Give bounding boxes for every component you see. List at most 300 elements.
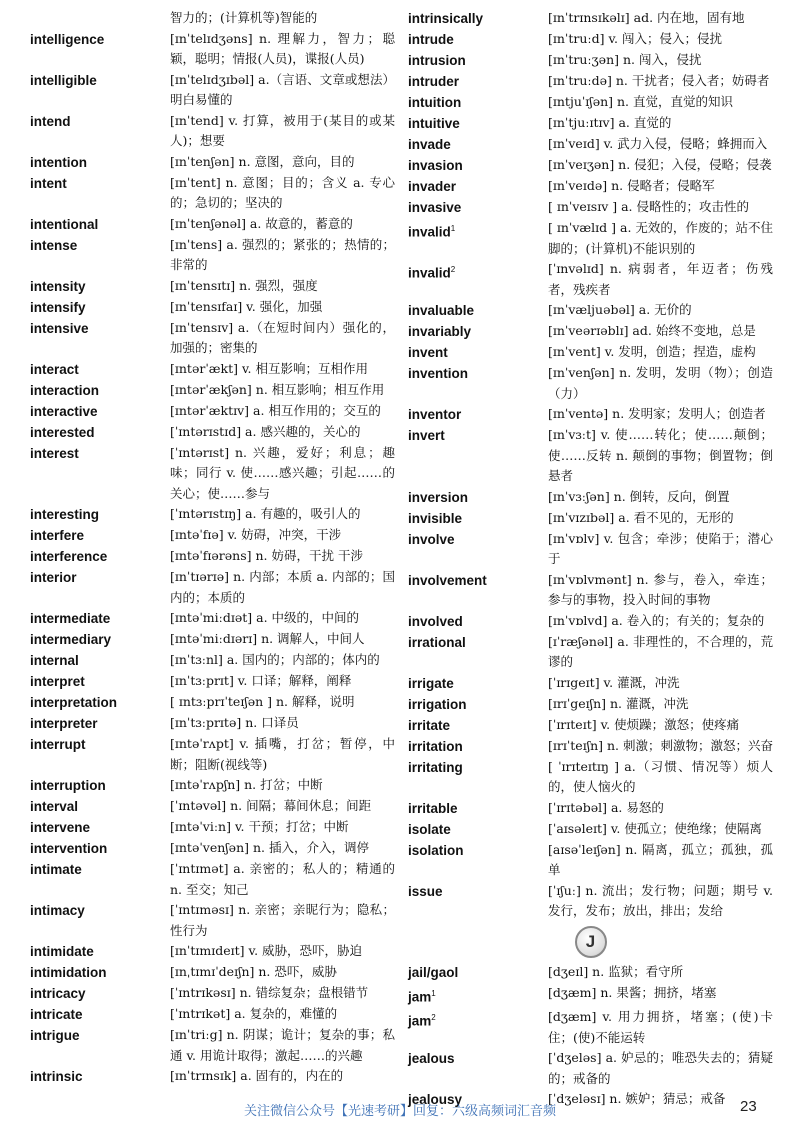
headword: [408, 736, 548, 757]
dictionary-entry: [30, 775, 395, 796]
headword-text: invaluable: [408, 303, 475, 318]
headword-text: invent: [408, 345, 448, 360]
dictionary-entry: [408, 342, 773, 363]
dictionary-entry: [408, 300, 773, 321]
headword: [30, 1004, 170, 1025]
headword: [408, 1048, 548, 1069]
dictionary-entry: [408, 757, 773, 798]
definition: [ɪntəˈvenʃən] n. 插入，介入，调停: [170, 840, 369, 855]
definition: [ɪnˈvæljuəbəl] a. 无价的: [548, 302, 692, 317]
headword-text: intensive: [30, 320, 89, 336]
dictionary-entry: [30, 838, 395, 859]
dictionary-entry: [30, 546, 395, 567]
headword: [30, 235, 170, 256]
headword: [408, 50, 548, 71]
headword: [30, 859, 170, 880]
definition: [ɪnˈtensɪtɪ] n. 强烈，强度: [170, 277, 318, 293]
dictionary-entry: [408, 176, 773, 197]
headword: [30, 29, 170, 50]
dictionary-entry: [30, 525, 395, 546]
dictionary-entry: [408, 134, 773, 155]
headword: [408, 715, 548, 736]
dictionary-entry: [30, 422, 395, 443]
dictionary-entry: [408, 8, 773, 29]
dictionary-entry: [408, 487, 773, 508]
dictionary-entry: [30, 962, 395, 983]
headword-text: issue: [408, 883, 443, 899]
definition: [ɪnˈtruːdə] n. 干扰者；侵入者；妨碍者: [548, 73, 770, 88]
definition: [ɪrɪˈgeɪʃn] n. 灌溉，冲洗: [548, 695, 689, 711]
dictionary-entry: [408, 50, 773, 71]
headword-text: interested: [30, 424, 95, 440]
headword: [408, 29, 548, 50]
headword-text: interference: [30, 549, 108, 564]
dictionary-entry: [408, 218, 773, 259]
headword: [408, 694, 548, 715]
definition: [ɪntərˈækt] v. 相互影响；互相作用: [170, 360, 368, 376]
dictionary-entry: [408, 962, 773, 983]
definition: [ɪnˈtrɪnsɪk] a. 固有的，内在的: [170, 1068, 344, 1083]
headword-text: interrupt: [30, 737, 86, 752]
headword: [408, 363, 548, 384]
headword-text: jam: [408, 1013, 432, 1029]
definition: [ˈdʒeləs] a. 妒忌的；唯恐失去的；猜疑的；戒备的: [548, 1050, 773, 1086]
section-letter: J: [575, 926, 607, 958]
headword-text: invader: [408, 179, 457, 194]
definition: [ɪnˈvɒlv] v. 包含；牵涉；使陷于；潜心于: [548, 530, 773, 566]
headword-text: interesting: [30, 507, 100, 522]
footer-promo-text: 关注微信公众号【光速考研】回复：六级高频词汇音频: [243, 1104, 556, 1119]
section-j-badge: [408, 926, 773, 958]
headword-text: interest: [30, 445, 79, 461]
definition: [ ɪntɜːprɪˈteɪʃən ] n. 解释，说明: [170, 694, 355, 709]
headword: [408, 840, 548, 861]
headword-text: irrigation: [408, 696, 467, 712]
headword-text: intrinsically: [408, 11, 484, 26]
definition: [ ɪnˈvælɪd ] a. 无效的，作废的；站不住脚的；(计算机)不能识别的: [548, 220, 773, 256]
definition: [ɪˈræʃənəl] a. 非理性的，不合理的，荒谬的: [548, 633, 773, 669]
headword: [408, 259, 548, 284]
headword-text: interpretation: [30, 695, 118, 710]
headword-text: intelligence: [30, 31, 105, 47]
dictionary-entry: [408, 715, 773, 736]
dictionary-entry: [30, 900, 395, 941]
dictionary-entry: [408, 632, 773, 673]
dictionary-entry: [408, 113, 773, 134]
dictionary-entry: [408, 983, 773, 1008]
headword-text: invasive: [408, 200, 462, 215]
dictionary-entry: [30, 1025, 395, 1066]
headword: [30, 1066, 170, 1087]
headword-text: interaction: [30, 382, 100, 398]
headword-text: interactive: [30, 403, 98, 419]
headword-text: intimidate: [30, 944, 94, 959]
dictionary-entry: [30, 70, 395, 111]
definition: [ɪnˌtɪmɪˈdeɪʃn] n. 恐吓，威胁: [170, 964, 337, 979]
dictionary-entry: [30, 1066, 395, 1087]
dictionary-entry: [30, 983, 395, 1004]
headword: [408, 673, 548, 694]
headword: [408, 8, 548, 29]
dictionary-entry: [30, 359, 395, 380]
dictionary-entry: [30, 734, 395, 775]
headword-text: intimidation: [30, 965, 107, 980]
headword: [30, 900, 170, 921]
headword: [408, 798, 548, 819]
headword: [30, 838, 170, 859]
headword: [30, 401, 170, 422]
dictionary-entry: [30, 567, 395, 608]
headword: [30, 546, 170, 567]
dictionary-entry: [30, 1004, 395, 1025]
definition: [ɪnˈtelɪdʒɪbəl] a.（言语、文章或想法）明白易懂的: [170, 71, 395, 107]
definition: [ɪntəˈrʌpt] v. 插嘴，打岔；暂停，中断；阻断(视线等): [170, 736, 395, 772]
headword-text: intricacy: [30, 986, 86, 1001]
dictionary-entry: [30, 173, 395, 214]
dictionary-entry: [408, 363, 773, 404]
headword-text: invade: [408, 137, 451, 152]
headword: [30, 650, 170, 671]
headword-text: interval: [30, 799, 79, 814]
headword-text: inversion: [408, 489, 469, 505]
definition: [dʒeɪl] n. 监狱；看守所: [548, 963, 684, 979]
dictionary-entry: [30, 796, 395, 817]
dictionary-entry: [30, 608, 395, 629]
dictionary-entry: [408, 29, 773, 50]
headword: [408, 342, 548, 363]
headword: [408, 300, 548, 321]
headword: [30, 796, 170, 817]
dictionary-entry: [30, 650, 395, 671]
definition: [ɪnˈtenʃən] n. 意图，意向，目的: [170, 153, 355, 169]
definition: [ɪnˈtelɪdʒəns] n. 理解力，智力；聪颖，聪明；情报(人员)，谍报(人员): [170, 30, 395, 66]
definition: [ ɪnˈveɪsɪv ] a. 侵略性的；攻击性的: [548, 199, 749, 214]
headword: [30, 734, 170, 755]
definition: [ˈɪntrɪkət] a. 复杂的，难懂的: [170, 1006, 338, 1021]
definition: [ɪntjuˈɪʃən] n. 直觉，直觉的知识: [548, 94, 733, 109]
headword: [30, 318, 170, 339]
dictionary-entry: [408, 611, 773, 632]
headword: [408, 819, 548, 840]
dictionary-entry: [30, 713, 395, 734]
headword-text: involvement: [408, 572, 487, 588]
left-column: [30, 8, 395, 1087]
headword-text: intermediary: [30, 632, 112, 647]
dictionary-entry: [30, 401, 395, 422]
headword-text: intervene: [30, 820, 91, 835]
homograph-number: 1: [431, 988, 436, 998]
definition: [ɪnˈvenʃən] n. 发明，发明（物）；创造（力）: [548, 365, 773, 401]
headword-text: intentional: [30, 216, 99, 232]
headword-text: isolate: [408, 821, 451, 837]
homograph-number: 2: [450, 265, 456, 274]
headword-text: irrational: [408, 634, 466, 650]
definition: [ˈɪnvəlɪd] n. 病弱者，年迈者；伤残者，残疾者: [548, 261, 773, 297]
dictionary-entry: [408, 404, 773, 425]
headword-text: invention: [408, 366, 468, 381]
headword-text: invariably: [408, 324, 472, 339]
headword-text: inventor: [408, 407, 462, 422]
headword-text: irritation: [408, 738, 463, 754]
headword-text: intimate: [30, 862, 82, 877]
definition: [ɪntəˈmiːdɪərɪ] n. 调解人，中间人: [170, 631, 365, 646]
definition: [ɪnˈveɪdə] n. 侵略者；侵略军: [548, 178, 715, 193]
headword-text: intensify: [30, 299, 86, 315]
definition: [ˈɪntəvəl] n. 间隔；幕间休息；间距: [170, 798, 372, 813]
definition: [ˈɪntərɪstɪŋ] a. 有趣的，吸引人的: [170, 506, 361, 521]
definition: [ɪnˈveɪʒən] n. 侵犯；入侵，侵略；侵袭: [548, 157, 772, 172]
dictionary-entry: [408, 819, 773, 840]
headword-text: intuition: [408, 95, 462, 110]
dictionary-entry: [30, 214, 395, 235]
headword-text: irritating: [408, 759, 463, 775]
headword: [30, 276, 170, 297]
headword-text: irritable: [408, 800, 458, 816]
definition: [ɪrɪˈteɪʃn] n. 刺激；刺激物；激怒；兴奋: [548, 737, 773, 753]
definition: [ɪnˈveɪd] v. 武力入侵，侵略；蜂拥而入: [548, 136, 768, 151]
headword: [30, 692, 170, 713]
dictionary-entry: [408, 197, 773, 218]
dictionary-entry: [408, 321, 773, 342]
definition: [ɪnˈtriːg] n. 阴谋；诡计；复杂的事；私通 v. 用诡计取得；激起……的兴趣: [170, 1027, 395, 1063]
dictionary-entry: [408, 881, 773, 922]
headword: [30, 214, 170, 235]
left-entry-list: [30, 29, 395, 1088]
headword: [408, 881, 548, 902]
dictionary-entry: [30, 235, 395, 276]
definition: [ɪnˈvent] v. 发明，创造；捏造，虚构: [548, 344, 756, 359]
dictionary-entry: [30, 671, 395, 692]
definition: [ɪnˈtend] v. 打算，被用于(某目的或某人)；想要: [170, 112, 395, 148]
definition: [aɪsəˈleɪʃən] n. 隔离，孤立；孤独，孤单: [548, 841, 773, 877]
headword-text: interior: [30, 570, 77, 585]
headword-text: intimacy: [30, 903, 85, 918]
headword-text: interact: [30, 361, 79, 377]
definition: [ɪntərˈækʃən] n. 相互影响；相互作用: [170, 381, 385, 397]
right-column: [408, 8, 773, 1110]
dictionary-entry: [408, 694, 773, 715]
headword: [30, 629, 170, 650]
headword: [30, 297, 170, 318]
headword: [30, 70, 170, 91]
continuation-text: 智力的；(计算机等)智能的: [170, 10, 318, 25]
definition: [ɪnˈvɜːʃən] n. 倒转，反向，倒置: [548, 488, 730, 504]
dictionary-entry: [408, 92, 773, 113]
homograph-number: 2: [431, 1013, 436, 1022]
definition: [ɪnˈtenʃənəl] a. 故意的，蓄意的: [170, 215, 353, 231]
headword: [408, 570, 548, 591]
definition: [ɪnˈtɪmɪdeɪt] v. 威胁，恐吓，胁迫: [170, 943, 363, 958]
headword-text: intelligible: [30, 72, 97, 88]
headword: [408, 155, 548, 176]
headword-text: interpreter: [30, 716, 98, 731]
definition: [ɪnˈtensɪv] a.（在短时间内）强化的，加强的；密集的: [170, 319, 395, 355]
headword-text: intricate: [30, 1007, 83, 1022]
definition: [ɪnˈtjuːɪtɪv] a. 直觉的: [548, 115, 672, 130]
headword: [30, 111, 170, 132]
headword-text: invalid: [408, 265, 451, 281]
definition: [ɪntəˈrʌpʃn] n. 打岔；中断: [170, 777, 323, 792]
headword-text: interruption: [30, 778, 106, 793]
headword-text: involved: [408, 613, 463, 629]
dictionary-entry: [408, 1007, 773, 1048]
headword-text: jealousy: [408, 1092, 463, 1107]
definition: [ ˈɪrɪteɪtɪŋ ] a.（习惯、情况等）烦人的，使人恼火的: [548, 758, 773, 794]
definition: [ɪnˈtɜːnl] a. 国内的；内部的；体内的: [170, 652, 380, 667]
headword: [408, 508, 548, 529]
headword: [30, 504, 170, 525]
definition: [ɪnˈtrɪnsɪkəlɪ] ad. 内在地，固有地: [548, 10, 745, 25]
dictionary-entry: [30, 29, 395, 70]
dictionary-entry: [408, 736, 773, 757]
headword: [408, 134, 548, 155]
headword: [30, 775, 170, 796]
definition: [ɪntərˈæktɪv] a. 相互作用的；交互的: [170, 402, 381, 418]
headword-text: intervention: [30, 841, 108, 856]
dictionary-entry: [408, 673, 773, 694]
headword: [408, 1007, 548, 1032]
definition: [ɪnˈvɒlvd] a. 卷入的；有关的；复杂的: [548, 612, 765, 628]
headword: [408, 197, 548, 218]
headword: [30, 671, 170, 692]
headword: [408, 983, 548, 1008]
headword: [30, 567, 170, 588]
headword-text: jealous: [408, 1051, 455, 1066]
headword-text: invalid: [408, 224, 451, 240]
dictionary-entry: [30, 629, 395, 650]
definition: [ˈɪrɪtəbəl] a. 易怒的: [548, 799, 664, 815]
headword: [30, 525, 170, 546]
headword: [30, 1025, 170, 1046]
headword: [408, 529, 548, 550]
definition: [ɪnˈtɪərɪə] n. 内部；本质 a. 内部的；国内的；本质的: [170, 569, 395, 605]
headword: [408, 113, 548, 134]
dictionary-entry: [408, 425, 773, 487]
definition: [ɪnˈveərɪəblɪ] ad. 始终不变地，总是: [548, 323, 756, 338]
definition: [ɪntəˈfɪərəns] n. 妨碍，干扰 干涉: [170, 548, 363, 563]
definition: [dʒæm] n. 果酱；拥挤，堵塞: [548, 984, 717, 1000]
dictionary-entry: [30, 859, 395, 900]
headword-text: internal: [30, 653, 79, 668]
definition: [ˈɪntrɪkəsɪ] n. 错综复杂；盘根错节: [170, 985, 369, 1000]
headword-text: jam: [408, 989, 432, 1004]
headword: [30, 962, 170, 983]
headword-text: irritate: [408, 717, 451, 733]
dictionary-entry: [30, 817, 395, 838]
definition: [ˈɪrɪteɪt] v. 使烦躁；激怒；使疼痛: [548, 716, 740, 732]
dictionary-entry: [30, 276, 395, 297]
dictionary-entry: [408, 570, 773, 611]
homograph-number: 1: [450, 224, 456, 233]
dictionary-entry: [408, 155, 773, 176]
headword-text: interpret: [30, 674, 85, 689]
headword: [408, 218, 548, 243]
headword: [30, 443, 170, 464]
dictionary-entry: [30, 443, 395, 505]
definition: [ɪnˈtruːʒən] n. 闯入，侵扰: [548, 52, 702, 67]
headword-text: isolation: [408, 842, 464, 858]
headword-text: intent: [30, 175, 67, 191]
headword-text: involve: [408, 531, 455, 547]
headword-text: intrinsic: [30, 1069, 83, 1084]
definition: [ˈɪntərɪst] n. 兴趣，爱好；利息；趣味；同行 v. 使……感兴趣；引起……的关心；使……参与: [170, 444, 395, 501]
definition: [ˈɪntɪməsɪ] n. 亲密；亲昵行为；隐私；性行为: [170, 902, 395, 938]
dictionary-entry: [408, 259, 773, 300]
headword-text: intermediate: [30, 611, 111, 626]
headword-text: intrigue: [30, 1028, 80, 1043]
dictionary-entry: [408, 798, 773, 819]
definition: [ˈɪʃuː] n. 流出；发行物；问题；期号 v. 发行，发布；放出，排出；发给: [548, 882, 773, 918]
headword-text: irrigate: [408, 675, 454, 691]
headword: [408, 962, 548, 983]
dictionary-entry: [30, 318, 395, 359]
headword: [408, 404, 548, 425]
definition: [ɪnˈtens] a. 强烈的；紧张的；热情的；非常的: [170, 236, 395, 272]
definition: [ɪnˈtent] n. 意图；目的；含义 a. 专心的；急切的；坚决的: [170, 174, 395, 210]
headword: [408, 425, 548, 446]
definition: [ɪntəˈfɪə] v. 妨碍，冲突，干涉: [170, 527, 342, 542]
headword-text: intrusion: [408, 53, 466, 68]
headword: [30, 380, 170, 401]
definition: [ˈɪntɪmət] a. 亲密的；私人的；精通的 n. 至交；知己: [170, 861, 395, 897]
headword-text: intense: [30, 237, 78, 253]
definition: [dʒæm] v. 用力拥挤，堵塞；(使)卡住；(使)不能运转: [548, 1009, 773, 1045]
dictionary-entry: [30, 111, 395, 152]
headword-text: invert: [408, 428, 445, 443]
dictionary-entry: [30, 380, 395, 401]
dictionary-entry: [30, 297, 395, 318]
dictionary-entry: [408, 71, 773, 92]
right-entry-list-i: [408, 8, 773, 922]
definition: [ɪnˈventə] n. 发明家；发明人；创造者: [548, 406, 766, 421]
definition: [ɪntəˈmiːdɪət] a. 中级的，中间的: [170, 610, 360, 625]
headword: [30, 359, 170, 380]
headword: [30, 608, 170, 629]
headword: [408, 632, 548, 653]
headword: [408, 611, 548, 632]
headword: [408, 92, 548, 113]
headword: [30, 152, 170, 173]
dictionary-entry: [408, 508, 773, 529]
headword: [408, 176, 548, 197]
headword: [30, 983, 170, 1004]
definition: [ˈɪntərɪstɪd] a. 感兴趣的，关心的: [170, 423, 361, 439]
dictionary-entry: [408, 840, 773, 881]
dictionary-entry: [408, 529, 773, 570]
definition: [ˈɪrɪgeɪt] v. 灌溉，冲洗: [548, 674, 680, 690]
definition: [ɪnˈtɜːprɪtə] n. 口译员: [170, 715, 299, 730]
dictionary-entry: [30, 504, 395, 525]
definition: [ɪnˈvɪzɪbəl] a. 看不见的，无形的: [548, 509, 734, 525]
dictionary-entry: [30, 941, 395, 962]
headword: [30, 817, 170, 838]
definition: [ɪnˈvɜːt] v. 使……转化；使……颠倒；使……反转 n. 颠倒的事物；倒置物；倒悬者: [548, 427, 773, 483]
headword: [408, 487, 548, 508]
headword-text: intend: [30, 113, 71, 129]
headword: [30, 422, 170, 443]
definition: [ˈaɪsəleɪt] v. 使孤立；使绝缘；使隔离: [548, 820, 762, 836]
definition: [ɪnˈtɜːprɪt] v. 口译；解释，阐释: [170, 673, 352, 688]
headword-text: intuitive: [408, 116, 460, 131]
definition: [ɪnˈtruːd] v. 闯入；侵入；侵扰: [548, 31, 722, 46]
headword: [408, 71, 548, 92]
definition: [ˈdʒeləsɪ] n. 嫉妒；猜忌；戒备: [548, 1091, 726, 1106]
dictionary-entry: [408, 1048, 773, 1089]
definition: [ɪntəˈviːn] v. 干预；打岔；中断: [170, 819, 349, 834]
headword-text: invisible: [408, 510, 463, 526]
page-number: 23: [740, 1098, 757, 1115]
headword-text: invasion: [408, 158, 463, 173]
